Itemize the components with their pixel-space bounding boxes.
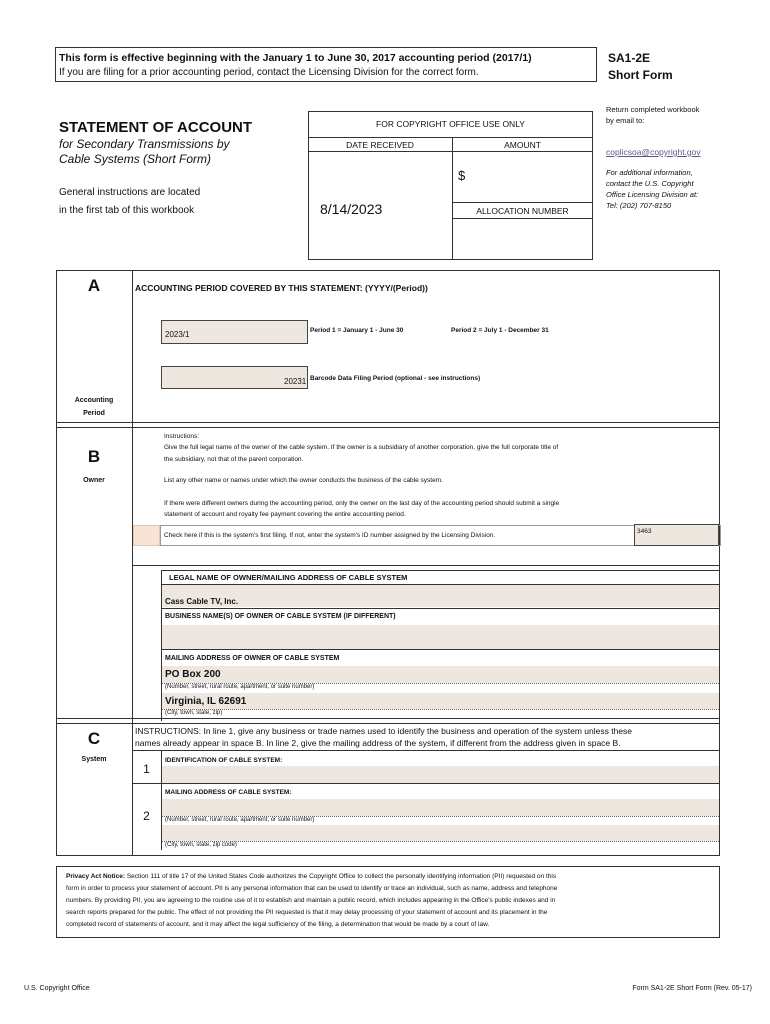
contact-info-2: contact the U.S. Copyright <box>606 179 694 188</box>
section-c-letter: C <box>87 729 101 748</box>
footer-left: U.S. Copyright Office <box>24 985 90 992</box>
privacy-line-5: completed record of statements of account, and it may affect the legal sufficiency of the filing, a determination that would be made by a court of law. <box>66 921 490 928</box>
section-b-letter: B <box>87 447 101 466</box>
system-address-hint-2: (City, town, state, zip code) <box>165 842 237 848</box>
section-a-letter: A <box>87 276 101 295</box>
privacy-line-1: Privacy Act Notice: Section 111 of title 17 of the United States Code authorizes the Copyright Office to collect the personally identifying information (PII) requested on this <box>66 873 557 880</box>
title-sub-1: for Secondary Transmissions by <box>59 137 230 151</box>
general-instructions-2: in the first tab of this workbook <box>59 205 195 216</box>
address-hint-1: (Number, street, rural route, apartment, or suite number) <box>165 684 315 690</box>
first-filing-checkbox[interactable] <box>133 525 160 546</box>
system-address-hint-1: (Number, street, rural route, apartment, or suite number) <box>165 817 315 823</box>
business-names-label: BUSINESS NAME(S) OF OWNER OF CABLE SYSTEM (IF DIFFERENT) <box>165 613 396 620</box>
mailing-address-label: MAILING ADDRESS OF OWNER OF CABLE SYSTEM <box>165 655 340 662</box>
section-a-label-1: Accounting <box>74 397 114 404</box>
contact-info-1: For additional information, <box>606 168 693 177</box>
address-line-1-input[interactable] <box>162 666 719 683</box>
form-type: Short Form <box>608 68 673 82</box>
legal-name-label: LEGAL NAME OF OWNER/MAILING ADDRESS OF CABLE SYSTEM <box>169 573 408 582</box>
identification-label: IDENTIFICATION OF CABLE SYSTEM: <box>165 757 283 764</box>
address-line-2-value: Virginia, IL 62691 <box>165 696 247 707</box>
contact-info-4: Tel: (202) 707-8150 <box>606 201 672 210</box>
barcode-period-label: Barcode Data Filing Period (optional - see instructions) <box>310 375 481 382</box>
title-sub-2: Cable Systems (Short Form) <box>59 152 212 166</box>
privacy-line-2: form in order to process your statement of account. PII is any personal information that can be used to identify or trace an individual, such as name, address and telephone <box>66 885 558 892</box>
system-mailing-label: MAILING ADDRESS OF CABLE SYSTEM: <box>165 789 292 796</box>
section-b-instruction-3b: statement of account and royalty fee payment covering the entire accounting period. <box>164 511 406 518</box>
section-a-label-2: Period <box>83 410 105 417</box>
date-received-label: DATE RECEIVED <box>346 140 414 150</box>
email-link[interactable]: coplicsoa@copyright.gov <box>606 147 701 157</box>
section-c-instruction-1: INSTRUCTIONS: In line 1, give any business or trade names used to identify the business and operation of the system unless these <box>135 726 633 736</box>
system-address-line-2-input[interactable] <box>162 825 719 841</box>
address-line-1-value: PO Box 200 <box>165 669 221 680</box>
effective-line: This form is effective beginning with the January 1 to June 30, 2017 accounting period (2017/1) <box>59 52 532 64</box>
line-2-number: 2 <box>143 809 150 823</box>
page-title: STATEMENT OF ACCOUNT <box>59 119 253 136</box>
system-address-line-1-input[interactable] <box>162 799 719 816</box>
privacy-title: Privacy Act Notice: <box>66 873 126 880</box>
contact-info-3: Office Licensing Division at: <box>606 190 699 199</box>
return-instructions-1: Return completed workbook <box>606 105 700 114</box>
legal-name-value: Cass Cable TV, Inc. <box>165 597 239 606</box>
return-instructions-2: by email to: <box>606 116 645 125</box>
system-id-value: 3463 <box>637 528 652 535</box>
section-a-heading: ACCOUNTING PERIOD COVERED BY THIS STATEMENT: (YYYY/(Period)) <box>135 283 428 293</box>
date-received-value: 8/14/2023 <box>320 201 383 217</box>
section-b-instruction-3a: If there were different owners during the accounting period, only the owner on the last day of the accounting period should submit a single <box>164 500 560 507</box>
allocation-number-label: ALLOCATION NUMBER <box>476 206 569 216</box>
amount-label: AMOUNT <box>504 140 541 150</box>
section-c-instruction-2: names already appear in space B. In line 2, give the mailing address of the system, if different from the address given in space B. <box>135 738 621 748</box>
address-hint-2: (City, town, state, zip) <box>165 710 223 716</box>
prior-period-line: If you are filing for a prior accounting period, contact the Licensing Division for the correct form. <box>59 67 479 78</box>
period-1-note: Period 1 = January 1 - June 30 <box>310 327 404 334</box>
amount-field[interactable] <box>452 151 593 202</box>
general-instructions-1: General instructions are located <box>59 187 201 198</box>
business-names-input[interactable] <box>162 625 719 649</box>
privacy-line-4: search reports prepared for the public. The effect of not providing the PII requested is that it may delay processing of your statement of account and its placement in the <box>66 909 548 916</box>
identification-input[interactable] <box>162 766 719 783</box>
office-use-header: FOR COPYRIGHT OFFICE USE ONLY <box>376 119 525 129</box>
section-b-instructions-head: Instructions: <box>164 433 200 440</box>
barcode-period-value: 20231 <box>284 377 307 386</box>
first-filing-text: Check here if this is the system's first filing. If not, enter the system's ID number assigned by the Licensing Division. <box>164 532 496 539</box>
form-code: SA1-2E <box>608 51 651 65</box>
section-b-instruction-1b: the subsidiary, not that of the parent corporation. <box>164 456 304 463</box>
section-b-instruction-2: List any other name or names under which the owner conducts the business of the cable system. <box>164 477 443 484</box>
section-b-instruction-1a: Give the full legal name of the owner of the cable system. If the owner is a subsidiary of another corporation, give the full corporate title of <box>164 444 559 451</box>
period-2-note: Period 2 = July 1 - December 31 <box>451 327 549 334</box>
footer-right: Form SA1-2E Short Form (Rev. 05-17) <box>632 985 752 992</box>
section-b-label: Owner <box>83 477 105 484</box>
section-c-label: System <box>81 756 107 763</box>
line-1-number: 1 <box>143 762 150 776</box>
dollar-sign: $ <box>458 168 466 183</box>
accounting-period-value: 2023/1 <box>165 330 190 339</box>
legal-name-input[interactable] <box>162 585 719 607</box>
privacy-line-3: numbers. By providing PII, you are agreeing to the routine use of it to establish and maintain a public record, which includes appearing in the Office's public indexes and in <box>66 897 556 904</box>
